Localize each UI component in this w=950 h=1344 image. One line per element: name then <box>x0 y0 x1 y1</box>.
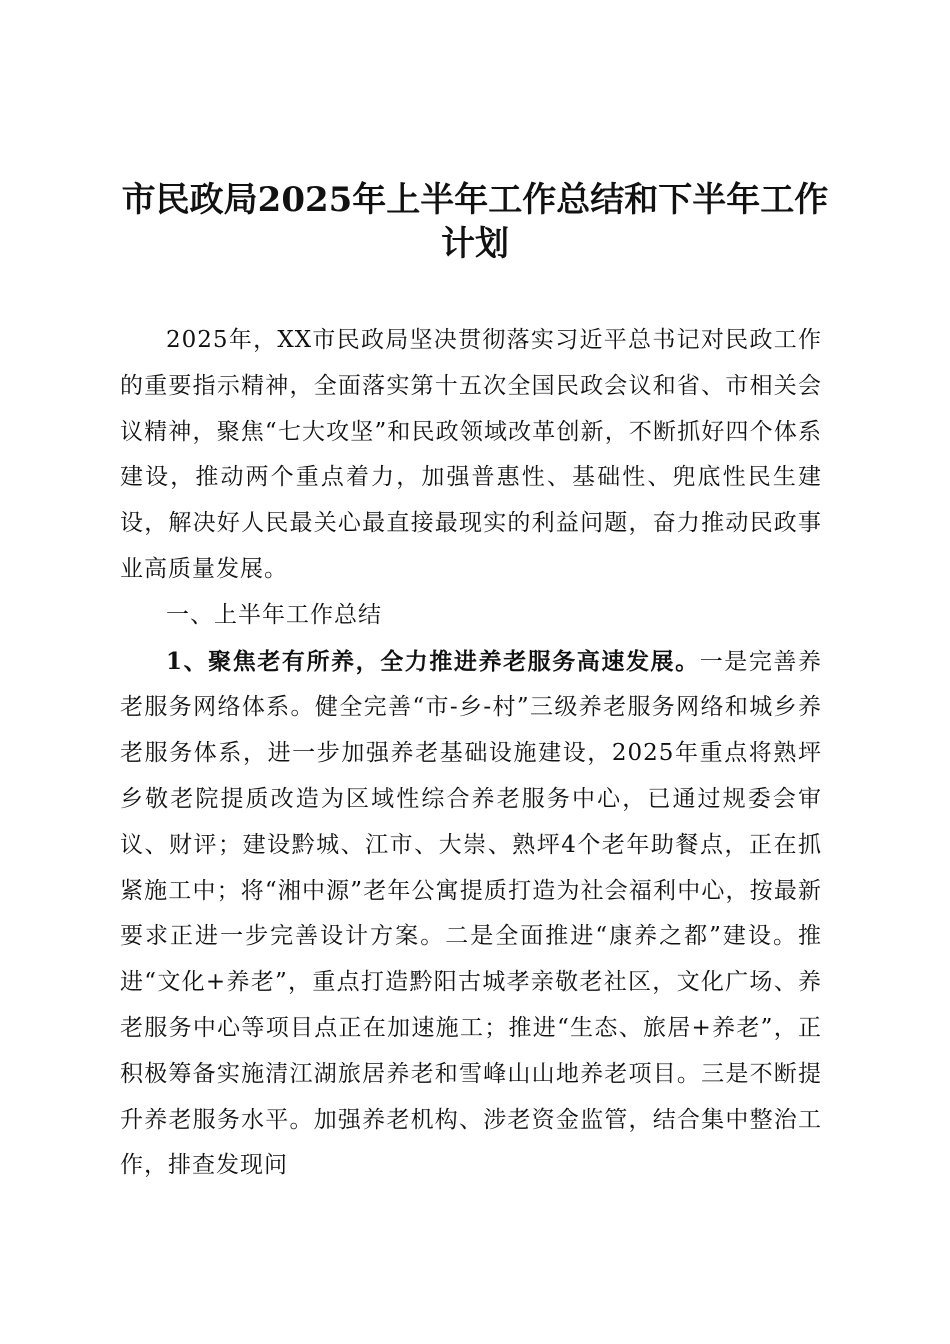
document-title: 市民政局2025年上半年工作总结和下半年工作计划 <box>121 180 829 264</box>
section-heading-first-half-summary: 一、上半年工作总结 <box>166 601 382 628</box>
intro-paragraph: 2025年，XX市民政局坚决贯彻落实习近平总书记对民政工作的重要指示精神，全面落实第十五次全国民政会议和省、市相关会议精神，聚焦“七大攻坚”和民政领域改革创新，不断抓好四个体系建设，推动两个重点着力，加强普惠性、基础性、兜底性民生建设，解决好人民最关心最直接最现实的利益问题，奋力推动民政事业高质量发展。 <box>120 327 822 582</box>
document-body <box>120 318 822 1189</box>
item-1-lead: 1、聚焦老有所养，全力推进养老服务高速发展。 <box>166 647 700 675</box>
item-1-paragraph <box>120 639 822 1190</box>
item-1-text: 一是完善养老服务网络体系。健全完善“市-乡-村”三级养老服务网络和城乡养老服务体系，进一步加强养老基础设施建设，2025年重点将熟坪乡敬老院提质改造为区域性综合养老服务中心，已通过规委会审议、财评；建设黔城、江市、大崇、熟坪4个老年助餐点，正在抓紧施工中；将“湘中源”老年公寓提质打造为社会福利中心，按最新要求正进一步完善设计方案。二是全面推进“康养之都”建设。推进“文化+养老”，重点打造黔阳古城孝亲敬老社区，文化广场、养老服务中心等项目点正在加速施工；推进“生态、旅居+养老”，正积极筹备实施清江湖旅居养老和雪峰山山地养老项目。三是不断提升养老服务水平。加强养老机构、涉老资金监管，结合集中整治工作，排查发现问 <box>120 648 822 1179</box>
